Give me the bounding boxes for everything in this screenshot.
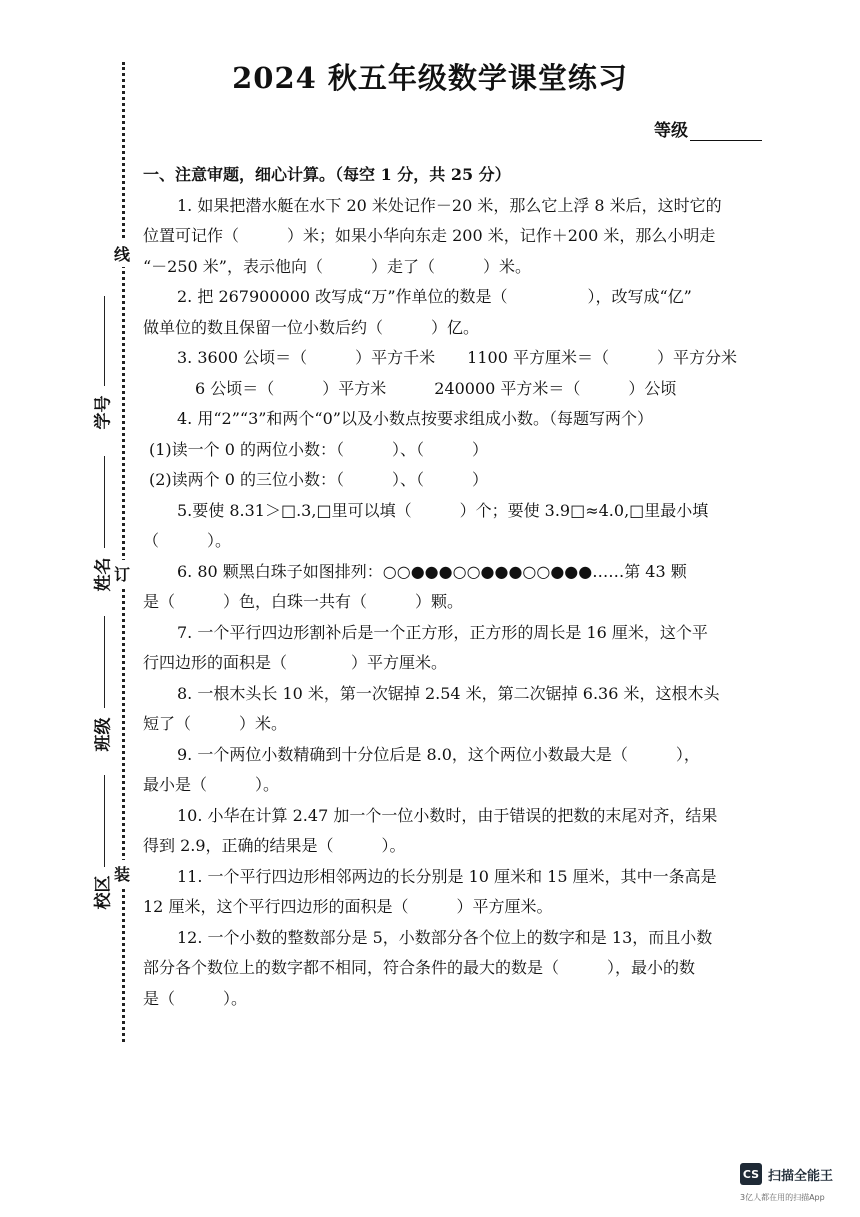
question-6-line-1: 6. 80 颗黑白珠子如图排列：○○●●●○○●●●○○●●●……第 43 颗: [177, 561, 687, 581]
scanner-tagline: 3亿人都在用的扫描App: [740, 1193, 825, 1202]
question-7-line-1: 7. 一个平行四边形割补后是一个正方形，正方形的周长是 16 厘米，这个平: [177, 622, 708, 642]
name-blank: [104, 456, 105, 548]
class-blank: [104, 616, 105, 708]
question-1-line-3: “－250 米”，表示他向（ ）走了（ ）米。: [143, 256, 531, 276]
question-5-line-1: 5.要使 8.31＞□.3,□里可以填（ ）个；要使 3.9□≈4.0,□里最小填: [177, 500, 709, 520]
question-2-line-1: 2. 把 267900000 改写成“万”作单位的数是（ ），改写成“亿”: [177, 287, 692, 306]
question-9-line-1: 9. 一个两位小数精确到十分位后是 8.0，这个两位小数最大是（ ），: [177, 744, 700, 764]
question-7-line-2: 行四边形的面积是（ ）平方厘米。: [143, 653, 448, 672]
question-3-line-2: 6 公顷＝（ ）平方米 240000 平方米＝（ ）公顷: [195, 378, 677, 398]
name-label: 姓名: [93, 557, 114, 592]
section-heading: 一、注意审题，细心计算。（每空 1 分，共 25 分）: [143, 165, 511, 184]
campus-label: 校区: [93, 875, 114, 910]
question-2-line-2: 做单位的数且保留一位小数后约（ ）亿。: [143, 317, 480, 337]
question-3-line-1: 3. 3600 公顷＝（ ）平方千米 1100 平方厘米＝（ ）平方分米: [177, 348, 737, 367]
scanner-brand: 扫描全能王: [768, 1168, 834, 1184]
grade-field: [654, 116, 762, 141]
scanner-watermark: [740, 1163, 833, 1185]
campus-blank: [104, 775, 105, 867]
question-11-line-1: 11. 一个平行四边形相邻两边的长分别是 10 厘米和 15 厘米，其中一条高是: [177, 866, 717, 886]
question-4-line-1: 4. 用“2”“3”和两个“0”以及小数点按要求组成小数。（每题写两个）: [177, 409, 653, 428]
question-5-line-2: （ ）。: [143, 531, 232, 550]
question-6-line-2: 是（ ）色，白珠一共有（ ）颗。: [143, 592, 464, 611]
student-id-blank: [104, 296, 105, 386]
question-9-line-2: 最小是（ ）。: [143, 775, 280, 794]
question-4-part-2: (2)读两个 0 的三位小数：（ ）、（ ）: [149, 470, 489, 489]
page-title: 2024 秋五年级数学课堂练习: [232, 61, 628, 95]
question-11-line-2: 12 厘米，这个平行四边形的面积是（ ）平方厘米。: [143, 897, 553, 916]
seal-mark-line: 线: [114, 240, 130, 267]
question-8-line-2: 短了（ ）米。: [143, 714, 288, 733]
question-12-line-1: 12. 一个小数的整数部分是 5，小数部分各个位上的数字和是 13，而且小数: [177, 927, 713, 947]
camscanner-logo-icon: CS: [740, 1163, 762, 1185]
grade-blank[interactable]: [690, 124, 762, 141]
question-12-line-3: 是（ ）。: [143, 988, 248, 1008]
student-id-label: 学号: [93, 395, 114, 430]
question-10-line-1: 10. 小华在计算 2.47 加一个一位小数时，由于错误的把数的末尾对齐，结果: [177, 805, 718, 825]
question-8-line-1: 8. 一根木头长 10 米，第一次锯掉 2.54 米，第二次锯掉 6.36 米，这根木头: [177, 683, 720, 703]
question-1-line-2: 位置可记作（ ）米；如果小华向东走 200 米，记作＋200 米，那么小明走: [143, 226, 716, 245]
class-label: 班级: [93, 717, 114, 752]
question-1-line-1: 1. 如果把潜水艇在水下 20 米处记作－20 米，那么它上浮 8 米后，这时它的: [177, 195, 722, 215]
seal-mark-pack: 装: [114, 860, 130, 887]
section-1: [143, 160, 783, 1014]
question-4-part-1: (1)读一个 0 的两位小数：（ ）、（ ）: [149, 439, 489, 459]
question-12-line-2: 部分各个数位上的数字都不相同，符合条件的最大的数是（ ），最小的数: [143, 958, 696, 977]
grade-label: 等级: [654, 121, 688, 141]
binding-dotted-line: [122, 62, 125, 1042]
question-10-line-2: 得到 2.9，正确的结果是（ ）。: [143, 836, 406, 855]
seal-mark-bind: 订: [114, 560, 130, 587]
